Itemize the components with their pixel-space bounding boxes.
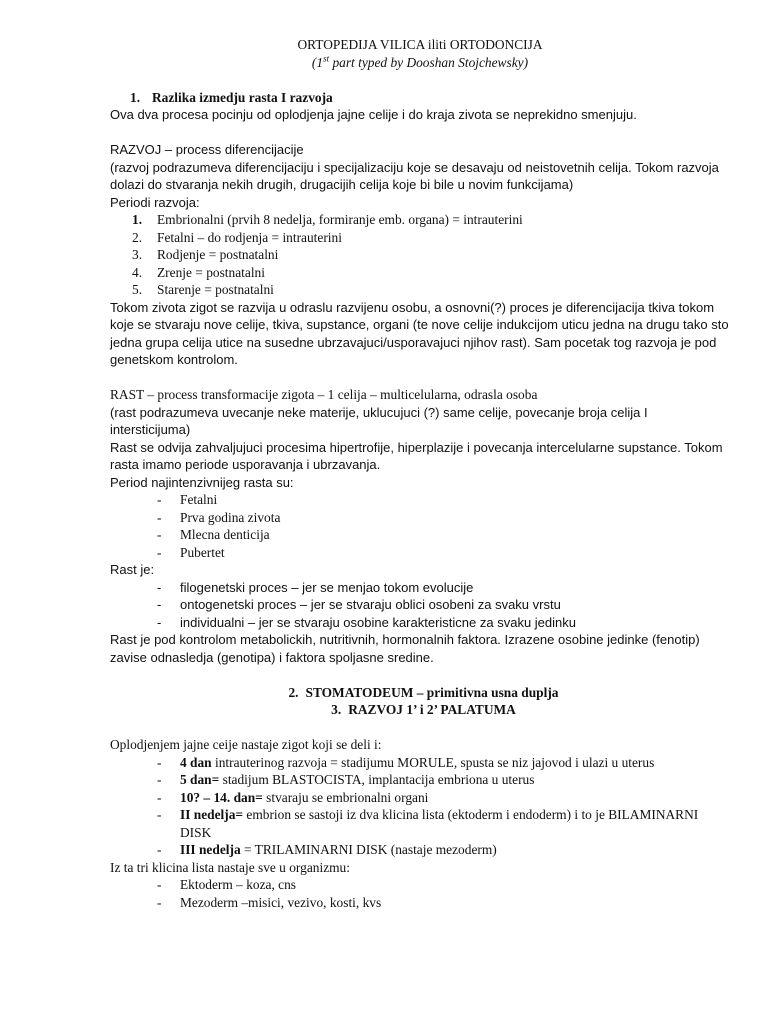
- section-3-heading: 3. RAZVOJ 1’ i 2’ PALATUMA: [331, 702, 516, 717]
- section-1-heading: 1. Razlika izmedju rasta I razvoja: [130, 89, 333, 105]
- list-item: - Pubertet: [157, 544, 225, 560]
- list-item: - Ektoderm – koza, cns: [157, 877, 297, 892]
- razvoj-description: (razvoj podrazumeva diferencijaciju i specijalizaciju koje se desavaju od neistovetnih celija. Tokom razvoja dolazi do stvaranja nekih drugih, drugacijih celija koje bi bile u novim funkcijama): [110, 159, 719, 192]
- section-2-heading: 2. STOMATODEUM – primitivna usna duplja: [288, 684, 559, 700]
- rast-je-label: Rast je:: [110, 562, 155, 577]
- oplodjenje-outro: Iz ta tri klicina lista nastaje sve u organizmu:: [110, 859, 350, 875]
- list-item: 2. Fetalni – do rodjenja = intrauterini: [132, 229, 342, 245]
- rast-description: (rast podrazumeva uvecanje neke materije, uklucujuci (?) same celije, povecanje broja celija I intersticijuma): [110, 404, 648, 437]
- list-item: - II nedelja= embrion se sastoji iz dva klicina lista (ektoderm i endoderm) i to je BILAMINARNI DISK: [157, 807, 699, 840]
- oplodjenje-intro: Oplodjenjem jajne ceije nastaje zigot koji se deli i:: [110, 737, 382, 752]
- list-item: 3. Rodjenje = postnatalni: [132, 247, 279, 262]
- rast-je-list: [110, 579, 730, 632]
- list-item: - 10? – 14. dan= stvaraju se embrionalni organi: [157, 789, 429, 805]
- rast-paragraph-2: Rast je pod kontrolom metabolickih, nutritivnih, hormonalnih faktora. Izrazene osobine jedinke (fenotip) zavise odnasledja (genotipa) i faktora spoljasne sredine.: [110, 632, 700, 665]
- razvoj-title: RAZVOJ – process diferencijacije: [110, 142, 304, 157]
- list-item: - Mlecna denticija: [157, 527, 270, 542]
- list-item: - Mezoderm –misici, vezivo, kosti, kvs: [157, 894, 382, 910]
- list-item: - III nedelja = TRILAMINARNI DISK (nastaje mezoderm): [157, 842, 497, 857]
- rast-intensive-label: Period najintenzivnijeg rasta su:: [110, 474, 294, 490]
- document-subtitle: (1st part typed by Dooshan Stojchewsky): [311, 53, 529, 70]
- list-item: 1. Embrionalni (prvih 8 nedelja, formiranje emb. organa) = intrauterini: [132, 212, 523, 227]
- section-1-intro: Ova dva procesa pocinju od oplodjenja jajne celije i do kraja zivota se neprekidno smenjuju.: [110, 107, 637, 122]
- list-item: - 4 dan intrauterinog razvoja = stadijumu MORULE, spusta se niz jajovod i ulazi u uterus: [157, 754, 655, 770]
- rast-intensive-list: [110, 491, 730, 561]
- list-item: - ontogenetski proces – jer se stvaraju oblici osobeni za svaku vrstu: [157, 597, 561, 612]
- list-item: - Fetalni: [157, 492, 218, 507]
- list-item: - 5 dan= stadijum BLASTOCISTA, implantacija embriona u uterus: [157, 772, 535, 787]
- list-item: 4. Zrenje = postnatalni: [132, 264, 265, 280]
- rast-title: RAST – process transformacije zigota – 1 celija – multicelularna, odrasla osoba: [110, 387, 538, 402]
- rast-paragraph-1: Rast se odvija zahvaljujuci procesima hipertrofije, hiperplazije i povecanja intercelularne supstance. Tokom rasta imamo periode usporavanja i ubrzavanja.: [110, 439, 723, 472]
- document-title: ORTOPEDIJA VILICA iliti ORTODONCIJA: [297, 37, 543, 52]
- list-item: - individualni – jer se stvaraju osobine karakteristicne za svaku jedinku: [157, 614, 576, 630]
- document-body: [110, 36, 730, 911]
- germ-layers-list: [110, 876, 730, 911]
- razvoj-periods-list: [110, 211, 730, 299]
- list-item: - filogenetski proces – jer se menjao tokom evolucije: [157, 579, 474, 595]
- list-item: - Prva godina zivota: [157, 509, 281, 525]
- oplodjenje-list: [110, 754, 730, 859]
- list-item: 5. Starenje = postnatalni: [132, 282, 274, 297]
- razvoj-paragraph: Tokom zivota zigot se razvija u odraslu razvijenu osobu, a osnovni(?) proces je diferencijacija tkiva tokom koje se stvaraju nove celije, tkiva, supstance, organi (te nove celije indukcijom uticu jedna na drugu tako sto jedna grupa celija utice na susedne ubrzavajuci/usporavajuci njihov rast). Sam pocetak tog razvoja je pod genetskom kontrolom.: [110, 299, 729, 367]
- razvoj-periods-label: Periodi razvoja:: [110, 194, 200, 210]
